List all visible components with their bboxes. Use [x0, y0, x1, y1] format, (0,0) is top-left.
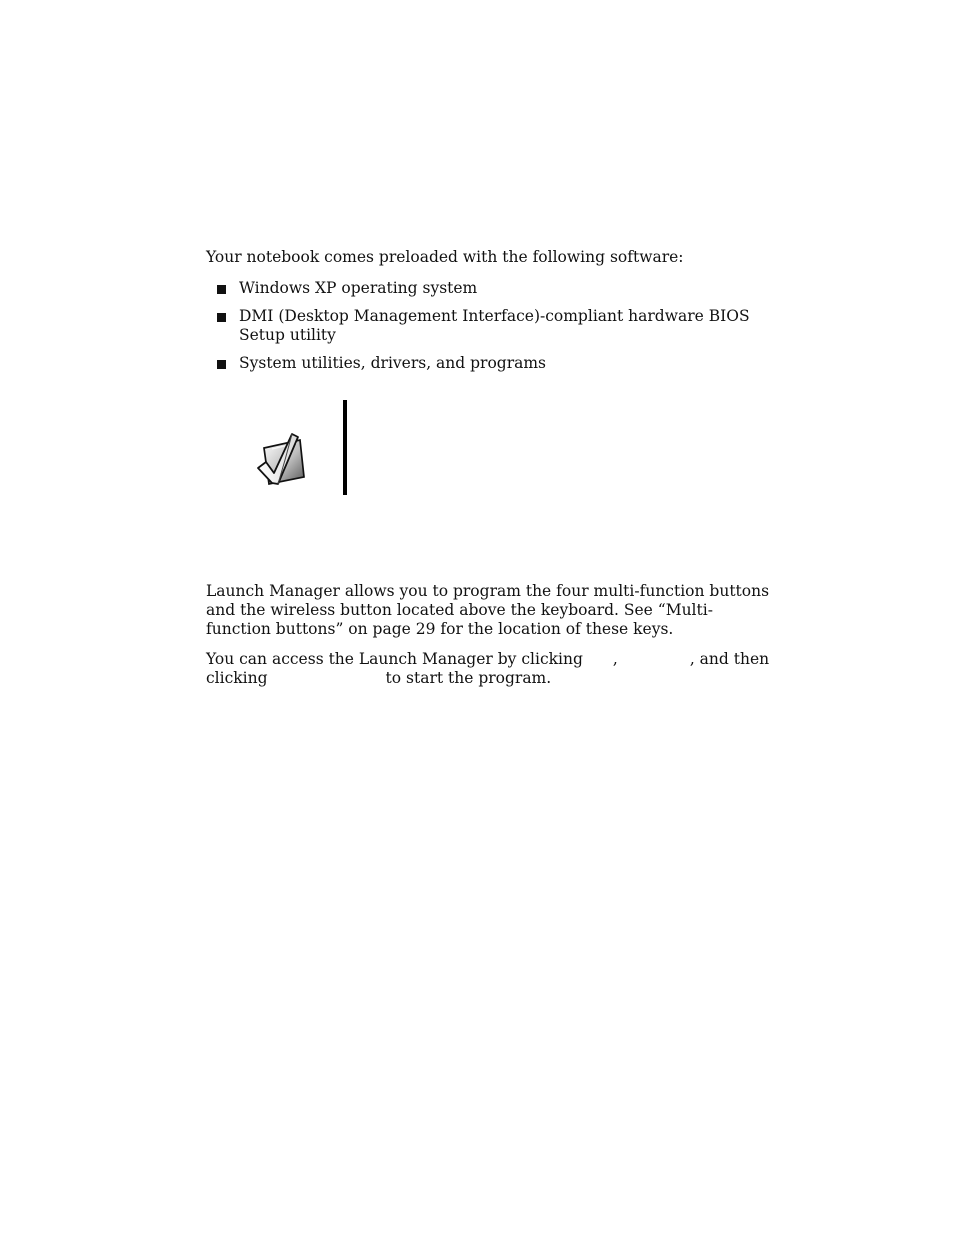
square-bullet-icon	[217, 285, 226, 294]
access-text-part-1: You can access the Launch Manager by clicking	[206, 650, 583, 668]
list-item-text: Windows XP operating system	[239, 279, 478, 297]
list-item	[206, 307, 776, 345]
list-item-text: System utilities, drivers, and programs	[239, 354, 547, 372]
checkmark-note-icon	[254, 430, 308, 488]
square-bullet-icon	[217, 360, 226, 369]
access-text-part-2: ,	[612, 650, 618, 668]
note-divider	[343, 400, 347, 495]
access-text-part-3: , and then clicking	[206, 650, 770, 687]
preloaded-software-list	[206, 279, 776, 382]
list-item	[206, 279, 776, 298]
launch-manager-access-instructions	[206, 650, 776, 688]
launch-manager-description: Launch Manager allows you to program the four multi-function buttons and the wireless button located above the keyboard. See “Multi-function buttons” on page 29 for the location of these keys.	[206, 582, 770, 638]
software-intro: Your notebook comes preloaded with the following software:	[206, 248, 684, 266]
list-item	[206, 354, 776, 373]
list-item-text: DMI (Desktop Management Interface)-compliant hardware BIOS Setup utility	[239, 307, 750, 344]
access-text-part-4: to start the program.	[385, 669, 552, 687]
square-bullet-icon	[217, 313, 226, 322]
